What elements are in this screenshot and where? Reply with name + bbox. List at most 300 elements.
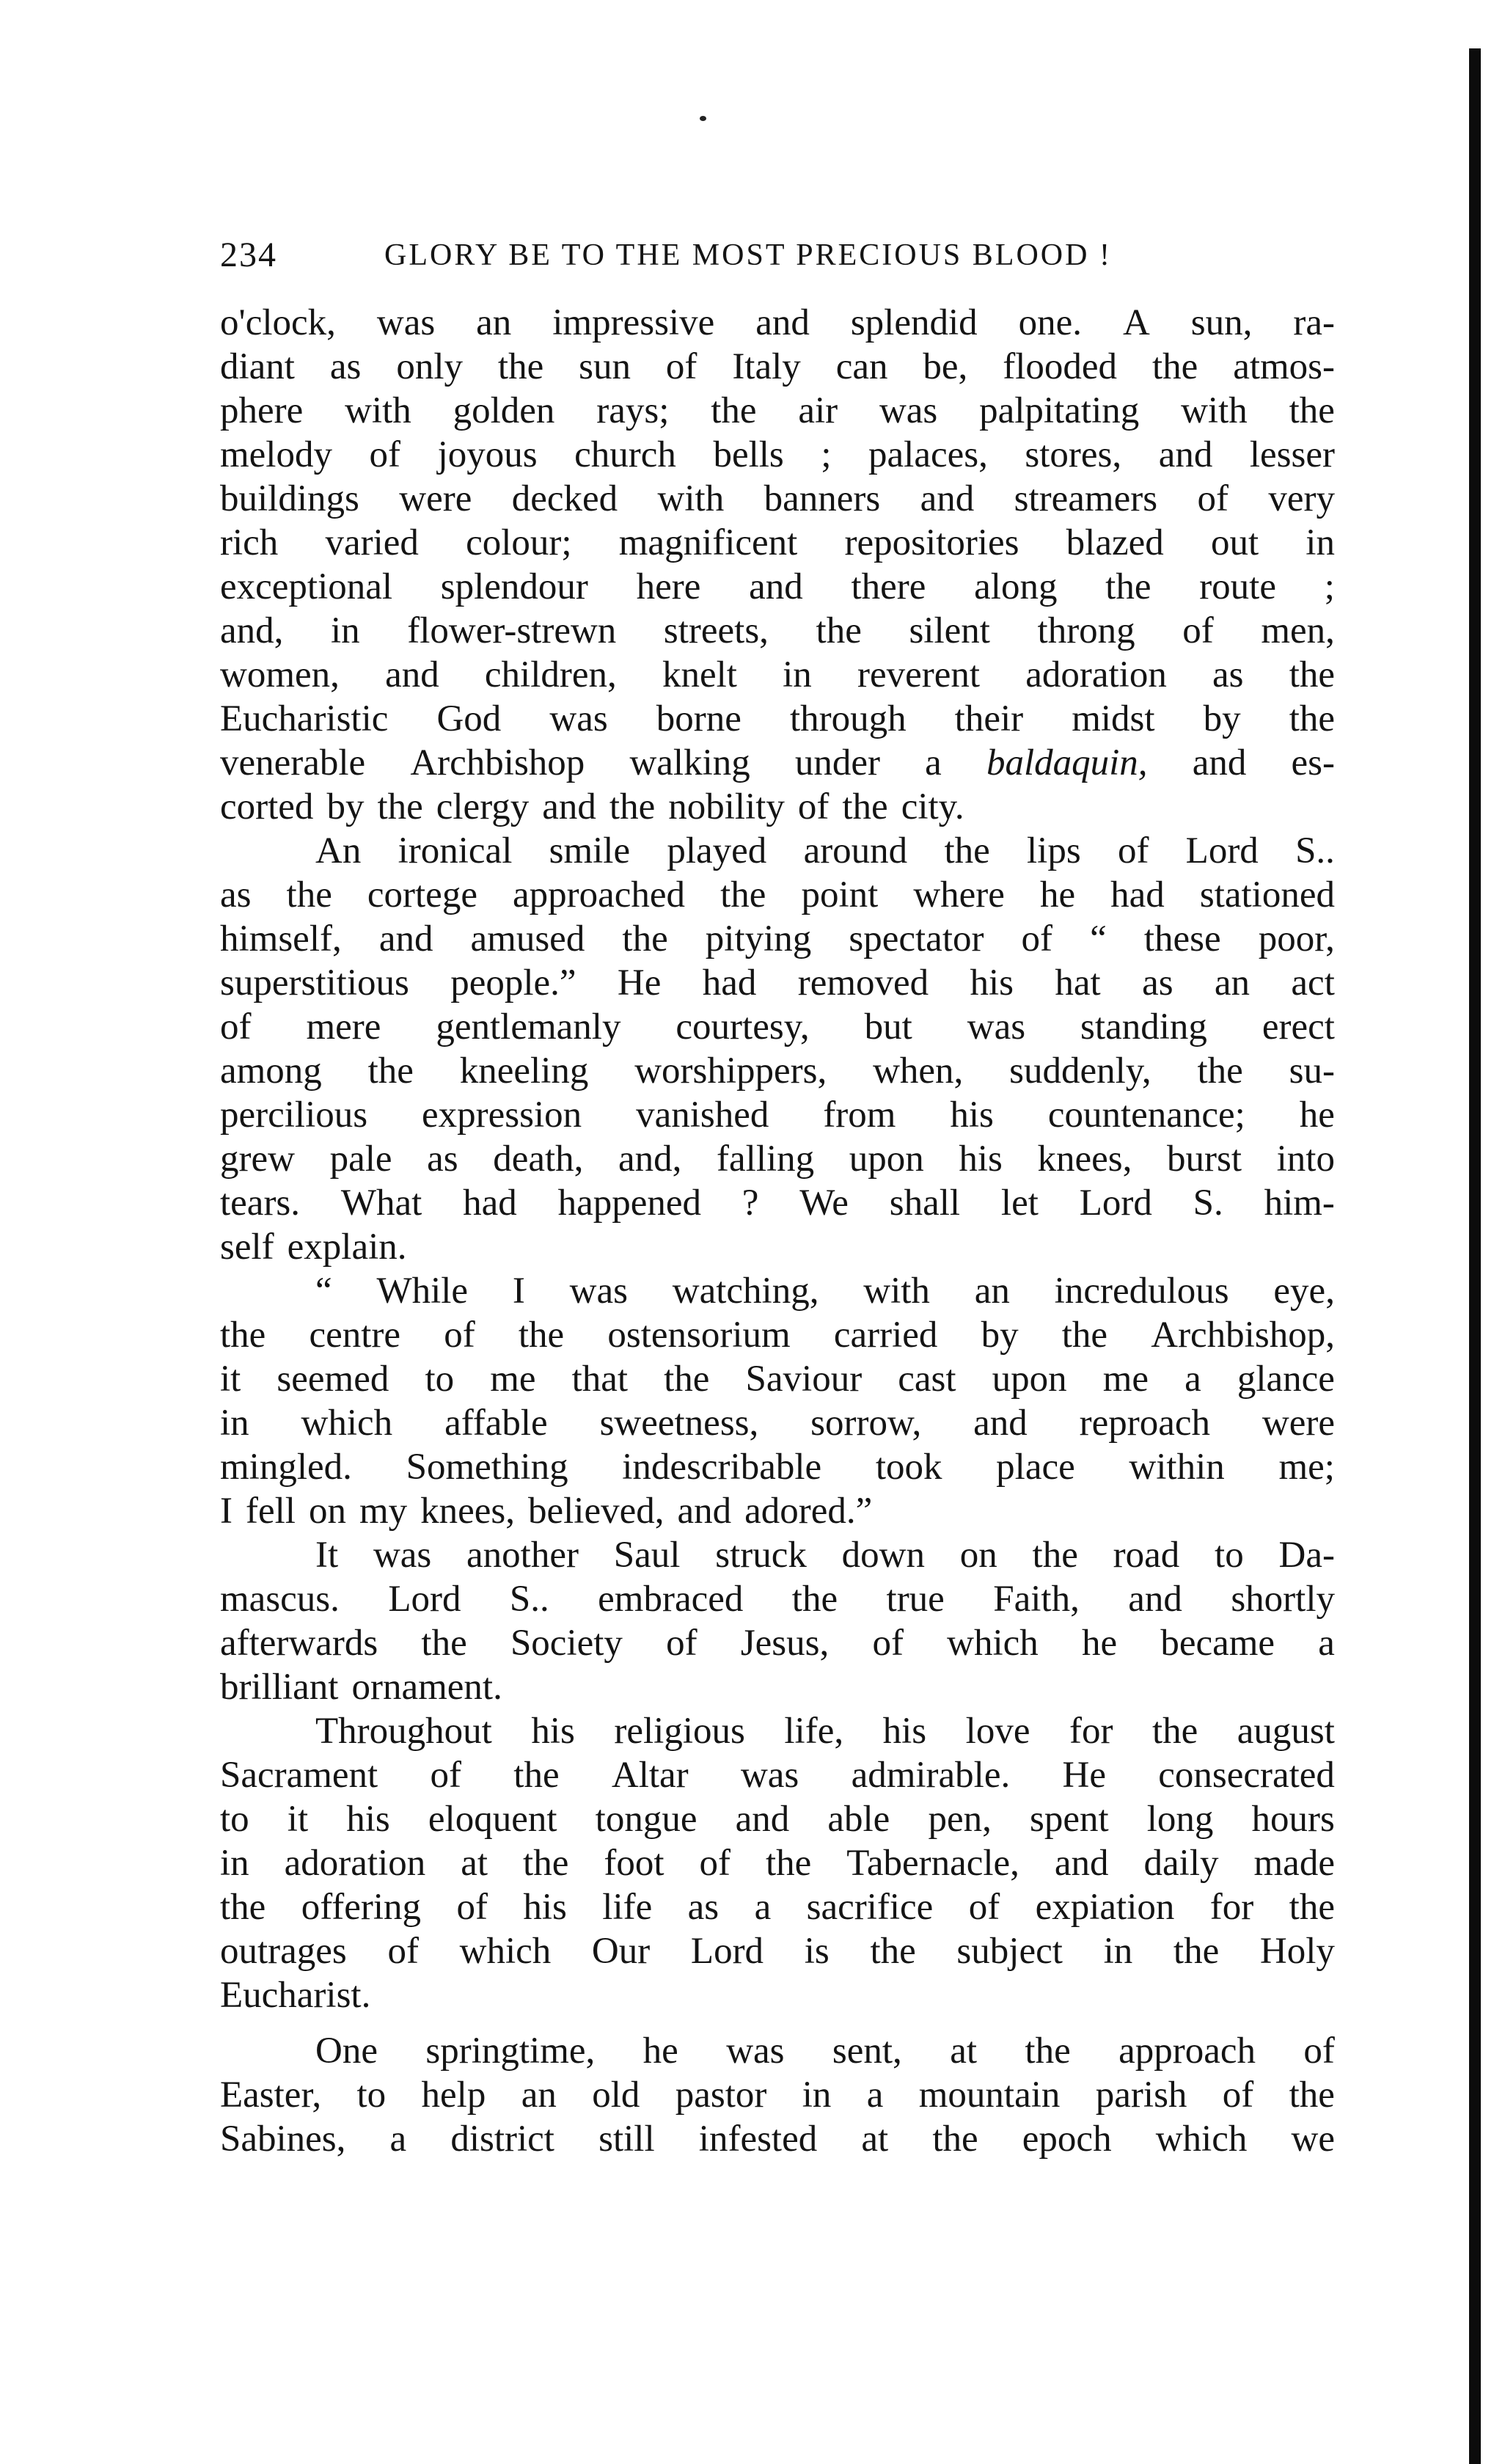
word: where [913, 874, 1005, 915]
word: me [1102, 1359, 1149, 1400]
word: among [220, 1050, 322, 1092]
word: is [804, 1931, 830, 1972]
word: indescribable [622, 1447, 822, 1488]
text-line [220, 1049, 1335, 1093]
word: on [959, 1535, 997, 1576]
word: parish [1095, 2074, 1187, 2116]
word: happened [557, 1182, 701, 1224]
word: was [740, 1755, 799, 1796]
word: of [430, 1755, 461, 1796]
word: pen, [928, 1799, 992, 1840]
word: the [1289, 1887, 1335, 1928]
word: affable [444, 1403, 548, 1444]
word: the [870, 1931, 916, 1972]
word: these [1143, 918, 1221, 959]
text-line [220, 829, 1335, 873]
word: adoration [1025, 654, 1167, 695]
text-line [220, 1269, 1335, 1313]
word: made [1253, 1843, 1335, 1884]
word: of [456, 1887, 488, 1928]
word: walking [629, 742, 750, 783]
word: flooded [1003, 346, 1118, 387]
word: by [1203, 698, 1241, 739]
word: glance [1237, 1359, 1335, 1400]
word: offering [301, 1887, 422, 1928]
text-line [220, 1225, 1335, 1269]
word: was [376, 302, 436, 343]
word: Italy [732, 346, 801, 387]
word: pale [329, 1138, 392, 1180]
word: place [996, 1447, 1075, 1488]
word: courtesy, [675, 1006, 810, 1048]
word: Holy [1259, 1931, 1335, 1972]
word: falling [717, 1138, 815, 1180]
word: as [1142, 962, 1173, 1003]
word: in [1103, 1931, 1133, 1972]
text-line [220, 1665, 1335, 1709]
word: baldaquin, [986, 742, 1148, 783]
word: Sabines, [220, 2118, 346, 2160]
word: the [664, 1359, 710, 1400]
word: outrages [220, 1931, 347, 1972]
word: hat [1055, 962, 1101, 1003]
word: the [1105, 566, 1151, 607]
word: admirable. [851, 1755, 1011, 1796]
word: of [666, 1623, 697, 1664]
word: out [1210, 522, 1259, 563]
text-line [220, 1753, 1335, 1797]
text-line [220, 609, 1335, 653]
word: the [1197, 1050, 1243, 1092]
word: removed [797, 962, 929, 1003]
word: Eucharist. [220, 1975, 371, 2016]
word: watching, [672, 1271, 819, 1312]
word: ; [1324, 566, 1335, 607]
word: gentlemanly [436, 1006, 621, 1048]
word: An [315, 830, 362, 871]
word: the [1151, 346, 1198, 387]
word: borne [656, 698, 741, 739]
word: What [340, 1182, 422, 1224]
word: his [959, 1138, 1003, 1180]
word: as [427, 1138, 458, 1180]
word: Da- [1278, 1535, 1335, 1576]
word: when, [873, 1050, 964, 1092]
word: venerable [220, 742, 366, 783]
text-line [220, 1973, 1335, 2017]
word: A [1122, 302, 1150, 343]
text-line [220, 1841, 1335, 1885]
word: Tabernacle, [846, 1843, 1019, 1884]
word: city. [901, 786, 964, 827]
word: the [1173, 1931, 1220, 1972]
word: the [1061, 1315, 1108, 1356]
word: as [329, 346, 362, 387]
word: he [1299, 1094, 1335, 1136]
word: he [1081, 1623, 1118, 1664]
page-number: 234 [220, 235, 277, 274]
word: women, [220, 654, 340, 695]
word: and [749, 566, 803, 607]
word: the [711, 390, 757, 431]
word: people.” [450, 962, 576, 1003]
word: the [523, 1843, 569, 1884]
word: rays; [596, 390, 670, 431]
text-line [220, 1401, 1335, 1445]
word: the [765, 1843, 812, 1884]
word: mingled. [220, 1447, 352, 1488]
word: had [463, 1182, 517, 1224]
word: Society [510, 1623, 623, 1664]
word: of [1021, 918, 1053, 959]
word: of [872, 1623, 904, 1664]
word: took [875, 1447, 942, 1488]
text-line [220, 1093, 1335, 1137]
word: God [436, 698, 502, 739]
word: varied [325, 522, 419, 563]
word: to [1215, 1535, 1244, 1576]
word: he [1039, 874, 1076, 915]
word: the [622, 918, 668, 959]
word: upon [992, 1359, 1067, 1400]
word: sent, [832, 2030, 902, 2072]
word: the [220, 1315, 266, 1356]
word: in [802, 2074, 832, 2116]
word: reverent [857, 654, 981, 695]
text-line [220, 1181, 1335, 1225]
word: along [974, 566, 1058, 607]
word: seemed [277, 1359, 389, 1400]
word: an [521, 2074, 557, 2116]
word: as [687, 1887, 719, 1928]
word: and [1158, 434, 1213, 475]
word: to [220, 1799, 249, 1840]
word: life, [784, 1711, 844, 1752]
word: in [220, 1403, 249, 1444]
word: the [513, 1755, 560, 1796]
word: an [974, 1271, 1010, 1312]
word: Something [406, 1447, 568, 1488]
running-title: GLORY BE TO THE MOST PRECIOUS BLOOD ! [384, 238, 1112, 272]
word: splendid [850, 302, 978, 343]
word: incredulous [1054, 1271, 1229, 1312]
word: let [1000, 1182, 1039, 1224]
word: mere [306, 1006, 381, 1048]
word: the [791, 1579, 838, 1620]
word: and [385, 654, 439, 695]
word: his [523, 1887, 567, 1928]
word: impressive [552, 302, 715, 343]
word: long [1146, 1799, 1214, 1840]
word: Easter, [220, 2074, 322, 2116]
word: children, [484, 654, 617, 695]
word: be, [923, 346, 968, 387]
word: “ [315, 1271, 332, 1312]
word: su- [1289, 1050, 1335, 1092]
word: He [617, 962, 662, 1003]
word: magnificent [618, 522, 798, 563]
word: joyous [437, 434, 538, 475]
word: the [421, 1623, 467, 1664]
word: the [609, 786, 656, 827]
word: in [1306, 522, 1335, 563]
word: one. [1018, 302, 1082, 343]
text-line [220, 301, 1335, 345]
word: He [1062, 1755, 1106, 1796]
word: buildings [220, 478, 359, 519]
word: and [1192, 742, 1247, 783]
word: on [308, 1491, 346, 1532]
word: phere [220, 390, 304, 431]
word: golden [453, 390, 555, 431]
word: carried [833, 1315, 938, 1356]
text-line [220, 1313, 1335, 1357]
word: centre [309, 1315, 401, 1356]
word: struck [715, 1535, 807, 1576]
text-line [220, 1797, 1335, 1841]
word: a [925, 742, 942, 783]
word: were [399, 478, 472, 519]
word: with [863, 1271, 930, 1312]
text-line [220, 1577, 1335, 1621]
word: mountain [918, 2074, 1061, 2116]
text-line [220, 1885, 1335, 1929]
word: was [726, 2030, 785, 2072]
word: route [1199, 566, 1276, 607]
word: there [851, 566, 926, 607]
word: I [220, 1491, 232, 1532]
word: of [1303, 2030, 1335, 2072]
word: and, [618, 1138, 682, 1180]
word: true [886, 1579, 945, 1620]
word: cortege [367, 874, 477, 915]
word: S. [1193, 1182, 1223, 1224]
word: banners [764, 478, 881, 519]
word: superstitious [220, 962, 409, 1003]
word: sorrow, [810, 1403, 922, 1444]
text-line [220, 961, 1335, 1005]
word: his [346, 1799, 390, 1840]
word: Throughout [315, 1711, 492, 1752]
word: melody [220, 434, 332, 475]
word: streets, [663, 610, 769, 651]
word: kneeling [459, 1050, 589, 1092]
word: Lord [388, 1579, 461, 1620]
word: of [444, 1315, 475, 1356]
word: grew [220, 1138, 295, 1180]
word: knees, [1037, 1138, 1132, 1180]
text-line [220, 521, 1335, 565]
word: While [376, 1271, 469, 1312]
word: august [1237, 1711, 1335, 1752]
word: the [842, 786, 888, 827]
word: fell [245, 1491, 296, 1532]
word: his [531, 1711, 575, 1752]
word: S.. [509, 1579, 549, 1620]
word: with [657, 478, 725, 519]
word: his [950, 1094, 994, 1136]
word: the [944, 830, 990, 871]
word: Saul [613, 1535, 681, 1576]
word: lesser [1249, 434, 1335, 475]
word: the [1289, 2074, 1335, 2116]
word: old [592, 2074, 640, 2116]
word: sweetness, [599, 1403, 759, 1444]
word: within [1129, 1447, 1225, 1488]
word: suddenly, [1009, 1050, 1151, 1092]
word: atmos- [1233, 346, 1335, 387]
word: a [754, 1887, 772, 1928]
word: with [1181, 390, 1248, 431]
word: of [1182, 610, 1214, 651]
word: standing [1080, 1006, 1207, 1048]
word: of [220, 1006, 252, 1048]
word: tears. [220, 1182, 301, 1224]
word: we [1291, 2118, 1335, 2160]
word: o'clock, [220, 302, 336, 343]
word: as [220, 874, 252, 915]
word: had [1110, 874, 1165, 915]
word: me [490, 1359, 536, 1400]
word: Faith, [993, 1579, 1080, 1620]
word: reproach [1079, 1403, 1211, 1444]
word: at [461, 1843, 488, 1884]
word: hours [1251, 1799, 1335, 1840]
word: Lord [690, 1931, 764, 1972]
word: bells [713, 434, 784, 475]
word: exceptional [220, 566, 393, 607]
word: brilliant [220, 1667, 339, 1708]
word: road [1113, 1535, 1180, 1576]
word: and [973, 1403, 1028, 1444]
word: around [803, 830, 908, 871]
word: ironical [398, 830, 513, 871]
text-line [220, 433, 1335, 477]
word: for [1069, 1711, 1113, 1752]
word: a [866, 2074, 884, 2116]
word: by [981, 1315, 1019, 1356]
word: their [954, 698, 1024, 739]
text-line [220, 1489, 1335, 1533]
word: smile [549, 830, 631, 871]
word: blazed [1066, 522, 1164, 563]
text-line [220, 697, 1335, 741]
word: eloquent [428, 1799, 557, 1840]
word: only [396, 346, 463, 387]
word: afterwards [220, 1623, 378, 1664]
word: Archbishop [410, 742, 585, 783]
word: that [571, 1359, 629, 1400]
text-line [220, 1621, 1335, 1665]
word: of [1197, 478, 1228, 519]
word: worshippers, [634, 1050, 827, 1092]
word: life [602, 1887, 653, 1928]
word: and [735, 1799, 790, 1840]
word: ; [821, 434, 832, 475]
text-line [220, 2073, 1335, 2117]
text-line [220, 1533, 1335, 1577]
text-line [220, 345, 1335, 389]
word: at [950, 2030, 978, 2072]
word: me; [1278, 1447, 1335, 1488]
word: Altar [611, 1755, 689, 1796]
word: One [315, 2030, 378, 2072]
page-edge-shadow [1469, 48, 1481, 2464]
word: in [220, 1843, 249, 1884]
word: was [373, 1535, 432, 1576]
word: became [1160, 1623, 1275, 1664]
word: Our [591, 1931, 651, 1972]
word: was [569, 1271, 628, 1312]
word: help [421, 2074, 486, 2116]
word: an [476, 302, 512, 343]
word: clergy [436, 786, 530, 827]
word: to [356, 2074, 387, 2116]
body-text [220, 301, 1335, 2179]
word: countenance; [1047, 1094, 1245, 1136]
word: love [965, 1711, 1030, 1752]
word: a [1318, 1623, 1335, 1664]
word: the [1025, 2030, 1071, 2072]
word: and [920, 478, 975, 519]
word: mascus. [220, 1579, 340, 1620]
word: ? [741, 1182, 759, 1224]
word: from [823, 1094, 896, 1136]
word: he [642, 2030, 678, 2072]
word: him- [1264, 1182, 1335, 1224]
word: with [345, 390, 411, 431]
word: explain. [287, 1226, 407, 1268]
word: Eucharistic [220, 698, 389, 739]
word: splendour [440, 566, 588, 607]
word: percilious [220, 1094, 368, 1136]
word: in [330, 610, 360, 651]
word: under [794, 742, 881, 783]
word: burst [1167, 1138, 1242, 1180]
word: Archbishop, [1151, 1315, 1335, 1356]
word: tongue [595, 1799, 697, 1840]
word: Saviour [745, 1359, 863, 1400]
word: lips [1027, 830, 1081, 871]
word: for [1209, 1887, 1254, 1928]
word: daily [1143, 1843, 1219, 1884]
word: his [882, 1711, 927, 1752]
text-line [220, 653, 1335, 697]
word: foot [604, 1843, 664, 1884]
word: can [835, 346, 888, 387]
word: which [459, 1931, 552, 1972]
word: at [861, 2118, 889, 2160]
word: adored.” [744, 1491, 873, 1532]
word: rich [220, 522, 279, 563]
word: in [783, 654, 812, 695]
word: sun [579, 346, 631, 387]
word: corted [220, 786, 314, 827]
word: Lord [1079, 1182, 1152, 1224]
text-line [220, 1445, 1335, 1489]
word: sacrifice [806, 1887, 934, 1928]
word: stores, [1025, 434, 1122, 475]
word: was [549, 698, 608, 739]
word: We [799, 1182, 849, 1224]
word: midst [1072, 698, 1155, 739]
word: believed, [528, 1491, 664, 1532]
word: of [369, 434, 401, 475]
word: vanished [636, 1094, 769, 1136]
word: palpitating [979, 390, 1140, 431]
word: was [879, 390, 938, 431]
word: the [286, 874, 332, 915]
